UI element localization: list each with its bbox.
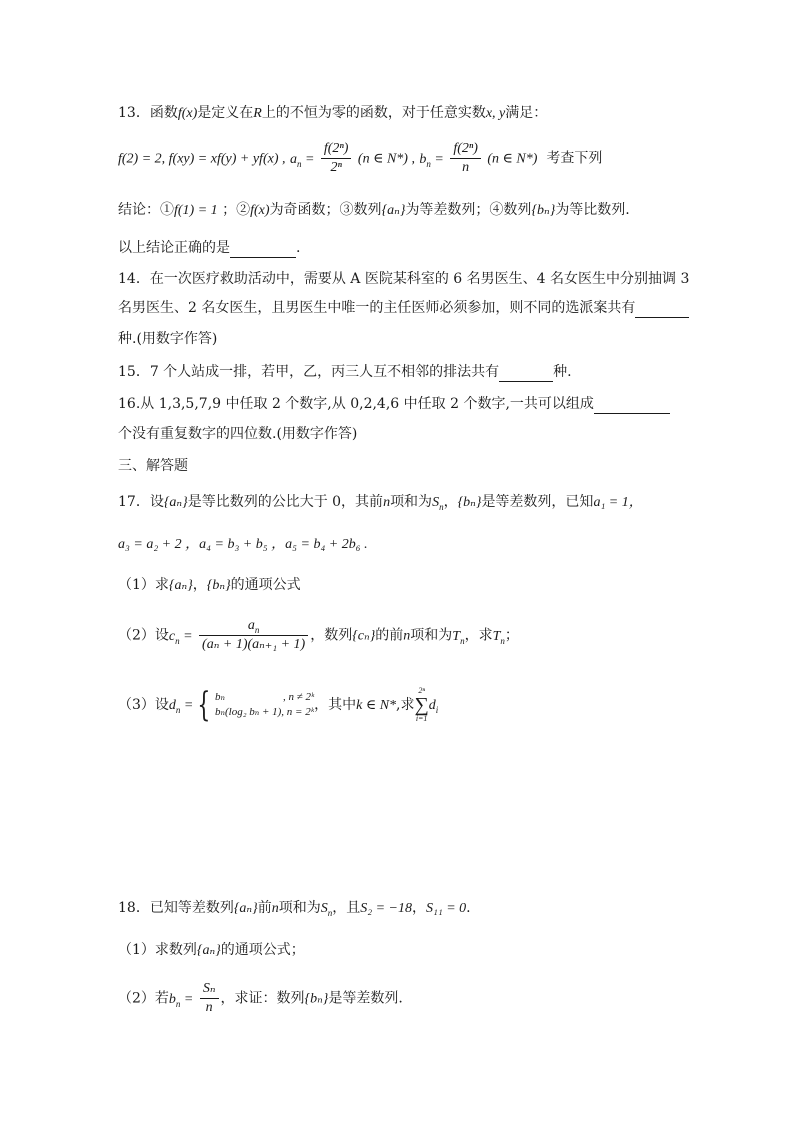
answer-blank[interactable] <box>635 303 689 318</box>
S2-math: S₂ = −18 <box>360 901 412 916</box>
fx-math: f(x) <box>177 106 198 121</box>
an-numerator: f(2ⁿ) <box>321 140 352 159</box>
q17-conditions: a₃ = a₂ + 2 ，a₄ = b₃ + b₅ ，a₅ = b₄ + 2b₆ . <box>118 537 368 552</box>
q17-text: 是等比数列的公比大于 0，其前 <box>187 494 384 510</box>
q17-text: （1）求 <box>118 577 169 593</box>
n-math: n <box>403 628 411 644</box>
q14-line1: 14．在一次医疗救助活动中，需要从 A 医院某科室的 6 名男医生、4 名女医生中分别抽调 3 <box>118 271 690 287</box>
xy-math: x, y <box>485 106 506 121</box>
an-condition: (n ∈ N*) , <box>357 151 415 167</box>
q18-text: ，求证：数列 <box>220 990 305 1007</box>
q17-text: ； <box>504 627 519 644</box>
functional-equation: f(2) = 2, f(xy) = xf(y) + yf(x) , <box>118 151 286 167</box>
bn-fraction <box>450 140 481 177</box>
q13-text: 为等比数列. <box>555 202 630 218</box>
an-symbol: a <box>289 151 297 167</box>
an-fraction <box>321 140 352 177</box>
q13-text: 13．函数 <box>118 105 178 121</box>
bn-numerator: f(2ⁿ) <box>450 140 481 159</box>
q18-text: 的通项公式； <box>220 942 305 958</box>
case-2: bₙ(log₂ bₙ + 1), n = 2ᵏ <box>215 706 314 718</box>
q14-text: 名男医生、2 名女医生，且男医生中唯一的主任医师必须参加，则不同的选派案共有 <box>118 300 636 316</box>
cn-lhs: $c_n$ = <box>168 628 193 646</box>
q15-text: 种. <box>553 364 572 380</box>
seq-bn: {bₙ} <box>206 578 231 593</box>
n-math: n <box>383 495 391 510</box>
bn-condition: (n ∈ N*) <box>487 151 538 167</box>
answer-blank[interactable] <box>594 399 670 414</box>
di-symbol: d <box>428 698 436 713</box>
q17-text: ,求 <box>396 697 415 713</box>
q17-text: （3）设 <box>118 697 169 713</box>
q17-text: ，数列 <box>310 627 353 644</box>
cn-fraction <box>199 617 308 654</box>
bn-symbol: b <box>419 151 427 167</box>
q17-line2 <box>118 534 368 555</box>
q13-text: 上的不恒为零的函数，对于任意实数 <box>261 105 486 121</box>
k-condition: k ∈ N* <box>356 698 397 713</box>
fx-math: f(x) <box>250 203 270 218</box>
q17-text: ， <box>443 494 458 510</box>
q18-text: 前 <box>257 900 272 916</box>
answer-blank[interactable] <box>230 243 296 258</box>
seq-cn: {cₙ} <box>352 628 376 644</box>
q18-part1 <box>118 940 305 961</box>
q18-text: . <box>466 900 471 916</box>
bn-fraction <box>200 980 219 1017</box>
q18-text: 是等差数列. <box>328 990 403 1007</box>
q17-text: 的前 <box>375 627 404 644</box>
q17-text: 项和为 <box>390 494 433 510</box>
q13-text: 为等差数列；④数列 <box>405 202 532 218</box>
q18-text: ，且 <box>332 900 361 916</box>
seq-an: {aₙ} <box>381 203 406 218</box>
seq-an: {aₙ} <box>196 943 221 958</box>
q14-line2 <box>118 298 689 318</box>
q17-text: 的通项公式 <box>230 577 301 593</box>
case-1-cond: , n ≠ 2ᵏ <box>282 691 315 703</box>
q13-text: 满足： <box>505 105 548 121</box>
q13-text: . <box>296 240 301 256</box>
R-math: R <box>253 106 262 121</box>
q15-line <box>118 362 572 382</box>
q16-line2: 个没有重复数字的四位数.(用数字作答) <box>118 426 358 442</box>
Sn-symbol: S <box>432 495 440 510</box>
q18-text: 18．已知等差数列 <box>118 900 234 916</box>
an-lhs: $a_n$ = <box>289 151 315 169</box>
seq-bn: {bₙ} <box>304 991 329 1007</box>
sum-lower: i=1 <box>415 714 428 723</box>
q14-line3: 种.(用数字作答) <box>118 331 218 347</box>
left-brace: { <box>197 685 211 725</box>
q13-text: 结论：① <box>118 202 174 218</box>
q17-part2 <box>118 617 519 654</box>
Tn-math: $T_n$ <box>452 628 465 646</box>
S11-math: S₁₁ = 0 <box>425 901 467 916</box>
di-math: $d_i$ <box>428 698 439 715</box>
q17-line1 <box>118 492 643 513</box>
q13-text: 考查下列 <box>546 150 603 167</box>
q18-text: （2）若 <box>118 990 169 1007</box>
q17-part3 <box>118 686 438 724</box>
q18-text: ， <box>411 900 426 916</box>
q13-text: 是定义在 <box>197 105 254 121</box>
q17-text: 是等差数列，已知 <box>481 494 594 510</box>
seq-an: {aₙ} <box>168 578 193 593</box>
section-heading: 三、解答题 <box>118 458 188 474</box>
cn-denominator: (aₙ + 1)(aₙ₊₁ + 1) <box>202 637 306 652</box>
case-1-expr: bₙ <box>215 691 225 703</box>
q17-part1 <box>118 575 301 596</box>
q13-line3 <box>118 200 630 221</box>
q17-text: （2）设 <box>118 627 169 644</box>
q15-text: 15．7 个人站成一排，若甲，乙，丙三人互不相邻的排法共有 <box>118 364 500 380</box>
q17-text: ，求 <box>464 627 493 644</box>
q13-line1 <box>118 103 547 124</box>
seq-an: {aₙ} <box>163 495 188 510</box>
q18-part2 <box>118 980 403 1017</box>
dn-lhs: $d_n$ = <box>168 698 194 715</box>
q13-line4 <box>118 238 300 258</box>
q13-text: ；② <box>222 202 251 218</box>
q18-line1 <box>118 898 471 919</box>
seq-an: {aₙ} <box>233 901 258 916</box>
bn-numerator: Sₙ <box>200 980 219 999</box>
a1-math: a₁ = 1， <box>593 495 643 510</box>
n-math: n <box>271 901 279 916</box>
cn-numerator: $a_n$ <box>199 617 308 636</box>
sum-sigma: 2ⁿ ∑ i=1 <box>414 686 429 723</box>
seq-bn: {bₙ} <box>531 203 556 218</box>
an-denominator: 2ⁿ <box>330 160 342 175</box>
q18-text: 项和为 <box>278 900 321 916</box>
Sn-math: $S_n$ <box>320 901 333 918</box>
q13-equation <box>118 140 602 177</box>
bn-lhs: $b_n$ = <box>168 991 194 1009</box>
answer-blank[interactable] <box>499 367 553 382</box>
q13-text: 为奇函数；③数列 <box>269 202 382 218</box>
Tn-math: $T_n$ <box>492 628 505 646</box>
f1-math: f(1) = 1 <box>174 203 218 218</box>
piecewise-cases <box>215 690 314 720</box>
q17-text: ， <box>192 577 207 593</box>
seq-bn: {bₙ} <box>457 495 482 510</box>
bn-denominator: n <box>462 160 470 175</box>
q16-line1 <box>118 394 670 414</box>
cn-num-symbol: a <box>247 618 255 633</box>
q13-text: 以上结论正确的是 <box>118 240 230 256</box>
bn-lhs: $b_n$ = <box>419 151 444 169</box>
case-1 <box>215 690 314 705</box>
q17-text: 17．设 <box>118 494 164 510</box>
sum-upper: 2ⁿ <box>418 686 425 695</box>
q16-text: 16.从 1,3,5,7,9 中任取 2 个数字,从 0,2,4,6 中任取 2 个数字,一共可以组成 <box>118 396 594 412</box>
bn-denominator: n <box>205 1000 213 1015</box>
q18-text: （1）求数列 <box>118 942 197 958</box>
q17-text: 项和为 <box>410 627 453 644</box>
q17-text: ，其中 <box>314 697 357 713</box>
Sn-math: $S_n$ <box>432 495 444 512</box>
